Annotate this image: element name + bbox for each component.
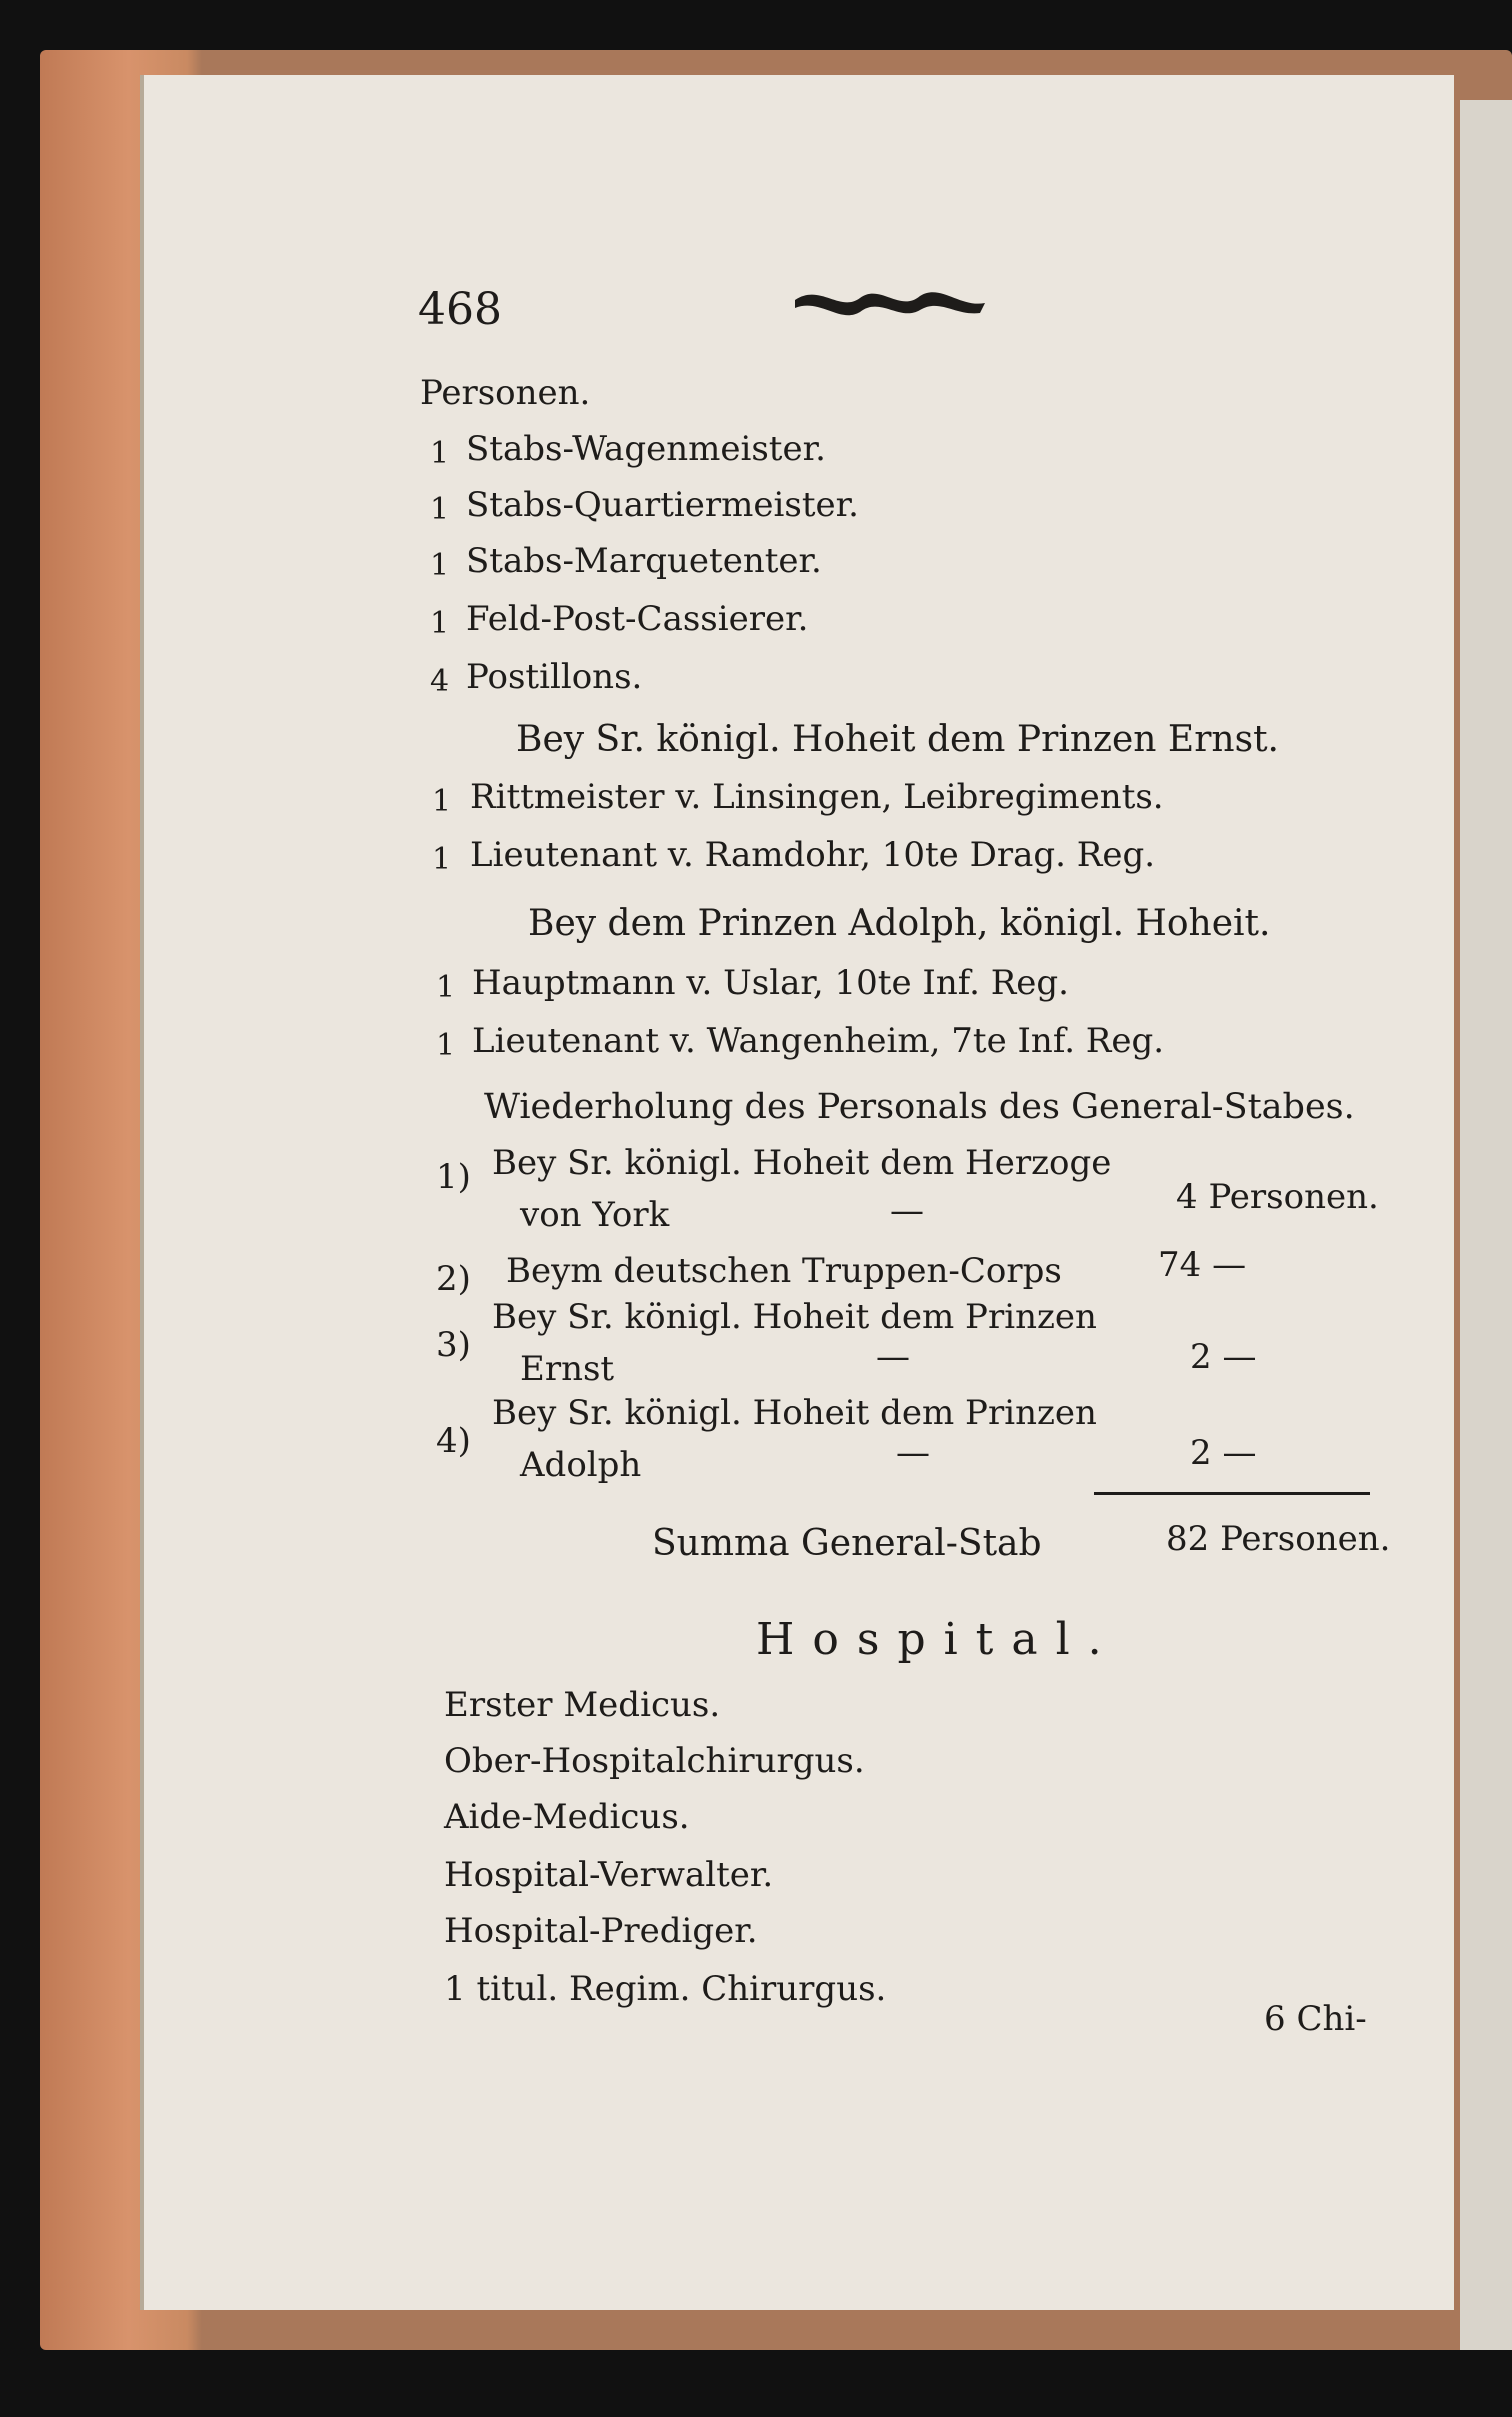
item-count: 1	[432, 784, 452, 819]
item-text: Stabs-Quartiermeister.	[466, 485, 859, 525]
item-text: Feld-Post-Cassierer.	[466, 599, 809, 639]
summary-row-label-cont: Adolph	[520, 1445, 642, 1485]
item-text: Stabs-Wagenmeister.	[466, 429, 826, 469]
summary-row-number: 4)	[436, 1421, 471, 1461]
item-count: 4	[430, 664, 450, 699]
summary-row-label: Bey Sr. königl. Hoheit dem Prinzen	[492, 1393, 1097, 1433]
item-text: Postillons.	[466, 657, 643, 697]
item-count: 1	[430, 606, 450, 641]
hospital-item: Ober-Hospitalchirurgus.	[444, 1741, 865, 1781]
summary-row-label-cont: Ernst	[520, 1349, 615, 1389]
item-count: 1	[430, 492, 450, 527]
item-count: 1	[436, 1028, 456, 1063]
total-value: 82 Personen.	[1166, 1519, 1391, 1559]
hospital-item: Erster Medicus.	[444, 1685, 721, 1725]
ornament-icon	[790, 278, 990, 328]
summary-row-value: 74 —	[1158, 1245, 1247, 1285]
item-text: Stabs-Marquetenter.	[466, 541, 822, 581]
hospital-item: 1 titul. Regim. Chirurgus.	[444, 1969, 887, 2009]
summary-row-number: 1)	[436, 1157, 471, 1197]
total-label: Summa General-Stab	[652, 1523, 1042, 1564]
summary-row-dash: —	[896, 1433, 930, 1473]
hospital-item: Hospital-Prediger.	[444, 1911, 758, 1951]
item-count: 1	[430, 548, 450, 583]
summary-row-value: 2 —	[1190, 1433, 1257, 1473]
summary-row-label: Bey Sr. königl. Hoheit dem Herzoge	[492, 1143, 1112, 1183]
summary-row-dash: —	[890, 1191, 924, 1231]
summary-row-label-cont: von York	[520, 1195, 670, 1235]
summary-row-label: Beym deutschen Truppen-Corps	[506, 1251, 1062, 1291]
item-text: Lieutenant v. Ramdohr, 10te Drag. Reg.	[470, 835, 1156, 875]
next-page-edge	[1460, 100, 1512, 2350]
summary-row-dash: —	[876, 1337, 910, 1377]
summary-row-number: 2)	[436, 1259, 471, 1299]
ernst-heading: Bey Sr. königl. Hoheit dem Prinzen Ernst.	[516, 719, 1279, 760]
item-text: Rittmeister v. Linsingen, Leibregiments.	[470, 777, 1164, 817]
adolph-heading: Bey dem Prinzen Adolph, königl. Hoheit.	[528, 903, 1271, 944]
hospital-item: Hospital-Verwalter.	[444, 1855, 774, 1895]
sum-rule	[1094, 1492, 1370, 1495]
item-count: 1	[432, 842, 452, 877]
hospital-item: Aide-Medicus.	[444, 1797, 690, 1837]
summary-row-value: 4 Personen.	[1176, 1177, 1379, 1217]
catchword: 6 Chi-	[1264, 1999, 1367, 2039]
item-text: Hauptmann v. Uslar, 10te Inf. Reg.	[472, 963, 1069, 1003]
item-count: 1	[430, 436, 450, 471]
page-number: 468	[418, 284, 502, 335]
summary-heading: Wiederholung des Personals des General-Stabes.	[484, 1087, 1355, 1127]
summary-row-value: 2 —	[1190, 1337, 1257, 1377]
summary-row-number: 3)	[436, 1325, 471, 1365]
hospital-heading: Hospital.	[756, 1614, 1120, 1665]
item-count: 1	[436, 970, 456, 1005]
section-title: Personen.	[420, 373, 591, 413]
summary-row-label: Bey Sr. königl. Hoheit dem Prinzen	[492, 1297, 1097, 1337]
item-text: Lieutenant v. Wangenheim, 7te Inf. Reg.	[472, 1021, 1165, 1061]
